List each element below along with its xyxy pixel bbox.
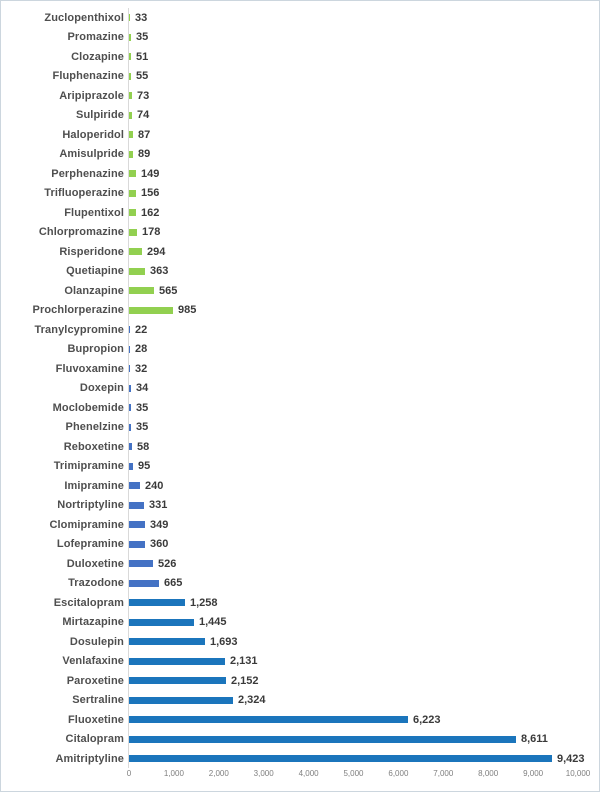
bar-zone [129,8,147,28]
bar-zone [129,554,176,574]
bar [129,541,145,548]
bar [129,229,137,236]
bar [129,580,159,587]
bar-value: 665 [164,577,183,590]
bar [129,755,552,762]
chart-row [1,242,600,262]
chart-row [1,8,600,28]
x-axis-tick-label: 1,000 [163,769,184,778]
bar-value: 2,324 [238,694,266,707]
bar-zone [129,262,168,282]
bar-value: 87 [138,128,151,141]
bar-label: Sertraline [72,694,124,707]
bar-label: Trimipramine [53,460,124,473]
bar-label: Tranylcypromine [34,323,124,336]
bar [129,365,130,372]
x-axis-tick-label: 2,000 [208,769,229,778]
bar-value: 8,611 [521,733,548,746]
bar-value: 360 [150,538,169,551]
bar-label: Fluoxetine [67,713,124,726]
bar-value: 22 [135,323,148,336]
bar-zone [129,632,238,652]
bar-zone [129,145,150,165]
chart-row [1,47,600,67]
chart-row [1,749,600,769]
bar-zone [129,574,182,594]
chart-row [1,262,600,282]
chart-row [1,301,600,321]
bar [129,287,154,294]
bar-zone [129,359,147,379]
bar-value: 565 [159,284,178,297]
bar-label: Lofepramine [56,538,124,551]
bar-value: 28 [135,343,148,356]
bar-zone [129,652,258,672]
bar-value: 156 [141,187,160,200]
bar-zone [129,691,266,711]
chart-rows [1,8,600,769]
chart-row [1,86,600,106]
bar [129,716,408,723]
bar-value: 149 [141,167,160,180]
bar-label: Paroxetine [66,674,124,687]
bar-label: Dosulepin [69,635,124,648]
bar-zone [129,281,177,301]
chart-row [1,106,600,126]
bar-label: Trazodone [68,577,124,590]
bar [129,326,130,333]
bar-label: Amisulpride [59,148,124,161]
bar-value: 55 [136,70,149,83]
bar-zone [129,476,163,496]
bar-label: Duloxetine [66,557,124,570]
bar-value: 89 [138,148,151,161]
bar-value: 6,223 [413,713,441,726]
chart-row [1,184,600,204]
bar-value: 35 [136,401,149,414]
bar-zone [129,301,196,321]
bar [129,73,131,80]
bar-zone [129,106,149,126]
chart-row [1,67,600,87]
bar-label: Moclobemide [52,401,124,414]
bar-value: 58 [137,440,150,453]
bar-zone [129,613,227,633]
chart-row [1,28,600,48]
bar-zone [129,457,150,477]
chart-row [1,613,600,633]
chart-row [1,457,600,477]
bar-label: Chlorpromazine [38,226,124,239]
bar-label: Doxepin [79,382,124,395]
bar [129,131,133,138]
bar [129,151,133,158]
bar [129,697,233,704]
bar-value: 331 [149,499,168,512]
bar-zone [129,320,147,340]
bar-value: 526 [158,557,177,570]
chart-row [1,593,600,613]
bar-value: 349 [150,518,169,531]
bar-label: Clomipramine [49,518,124,531]
bar [129,268,145,275]
bar-zone [129,340,147,360]
chart-row [1,418,600,438]
bar-zone [129,535,168,555]
bar-value: 294 [147,245,166,258]
bar-value: 162 [141,206,160,219]
chart-row [1,515,600,535]
bar-zone [129,749,585,769]
bar [129,170,136,177]
bar [129,92,132,99]
bar-zone [129,398,148,418]
bar [129,482,140,489]
bar [129,560,153,567]
bar [129,619,194,626]
chart-row [1,710,600,730]
bar-value: 1,693 [210,635,238,648]
bar-value: 35 [136,31,149,44]
x-axis-tick-label: 8,000 [478,769,499,778]
bar-label: Fluvoxamine [55,362,124,375]
bar-label: Haloperidol [62,128,124,141]
bar-label: Sulpiride [76,109,124,122]
x-axis-tick-label: 4,000 [298,769,319,778]
chart-row [1,145,600,165]
x-axis [126,767,591,783]
bar [129,424,131,431]
x-axis-tick-label: 6,000 [388,769,409,778]
chart-row [1,203,600,223]
bar [129,190,136,197]
chart-row [1,535,600,555]
chart-row [1,125,600,145]
bar-value: 1,258 [190,596,218,609]
bar [129,53,131,60]
bar [129,443,132,450]
bar-label: Mirtazapine [62,616,124,629]
bar-label: Promazine [67,31,124,44]
bar [129,112,132,119]
bar-label: Olanzapine [64,284,124,297]
bar-zone [129,125,150,145]
bar-zone [129,67,148,87]
bar [129,463,133,470]
bar-value: 74 [137,109,150,122]
bar [129,404,131,411]
bar-zone [129,593,218,613]
bar-label: Citalopram [65,733,124,746]
bar-value: 95 [138,460,151,473]
bar-zone [129,223,160,243]
x-axis-tick-label: 5,000 [343,769,364,778]
bar-value: 240 [145,479,164,492]
bar-zone [129,496,167,516]
bar-zone [129,242,165,262]
chart-row [1,359,600,379]
chart-row [1,632,600,652]
chart-row [1,652,600,672]
bar-label: Escitalopram [53,596,124,609]
bar-zone [129,28,148,48]
bar-value: 51 [136,50,149,63]
chart-row [1,223,600,243]
x-axis-tick-label: 0 [126,769,132,778]
bar [129,599,185,606]
bar-label: Amitriptyline [55,752,124,765]
chart-row [1,379,600,399]
bar-zone [129,184,159,204]
bar-value: 32 [135,362,148,375]
bar-zone [129,418,148,438]
chart-row [1,691,600,711]
bar-zone [129,671,259,691]
bar [129,638,205,645]
chart-row [1,671,600,691]
chart-row [1,437,600,457]
bar-label: Reboxetine [63,440,124,453]
bar-label: Risperidone [59,245,124,258]
bar [129,502,144,509]
bar-label: Trifluoperazine [44,187,124,200]
bar [129,521,145,528]
bar-zone [129,86,149,106]
bar-value: 33 [135,11,148,24]
bar-label: Prochlorperazine [32,304,124,317]
chart-row [1,574,600,594]
bar-zone [129,730,548,750]
bar-value: 2,152 [231,674,259,687]
chart-row [1,281,600,301]
bar-value: 1,445 [199,616,227,629]
bar [129,346,130,353]
bar [129,209,136,216]
bar [129,248,142,255]
bar-zone [129,710,441,730]
bar-zone [129,203,159,223]
bar-label: Flupentixol [64,206,124,219]
bar-label: Zuclopenthixol [44,11,124,24]
x-axis-tick-label: 9,000 [523,769,544,778]
chart-row [1,730,600,750]
bar [129,307,173,314]
bar-value: 985 [178,304,197,317]
bar [129,736,516,743]
bar-label: Quetiapine [66,265,124,278]
bar [129,14,130,21]
chart-row [1,496,600,516]
bar-value: 73 [137,89,150,102]
bar-label: Fluphenazine [52,70,124,83]
bar-value: 2,131 [230,655,258,668]
bar [129,677,226,684]
chart-row [1,320,600,340]
chart-row [1,398,600,418]
x-axis-tick-label: 3,000 [253,769,274,778]
bar [129,658,225,665]
bar-zone [129,515,168,535]
bar-zone [129,164,159,184]
chart-row [1,164,600,184]
bar-label: Imipramine [64,479,124,492]
bar [129,34,131,41]
bar [129,385,131,392]
bar-zone [129,379,148,399]
bar-zone [129,47,148,67]
bar-label: Clozapine [71,50,124,63]
chart-row [1,340,600,360]
bar-zone [129,437,149,457]
chart-row [1,476,600,496]
bar-value: 178 [142,226,161,239]
bar-value: 9,423 [557,752,585,765]
bar-label: Phenelzine [65,421,124,434]
x-axis-tick-label: 10,000 [565,769,591,778]
bar-label: Bupropion [67,343,124,356]
bar-value: 363 [150,265,169,278]
chart-row [1,554,600,574]
bar-label: Aripiprazole [59,89,124,102]
bar-value: 35 [136,421,149,434]
bar-label: Venlafaxine [62,655,124,668]
bar-label: Perphenazine [51,167,124,180]
bar-value: 34 [136,382,149,395]
bar-label: Nortriptyline [57,499,124,512]
x-axis-tick-label: 7,000 [433,769,454,778]
